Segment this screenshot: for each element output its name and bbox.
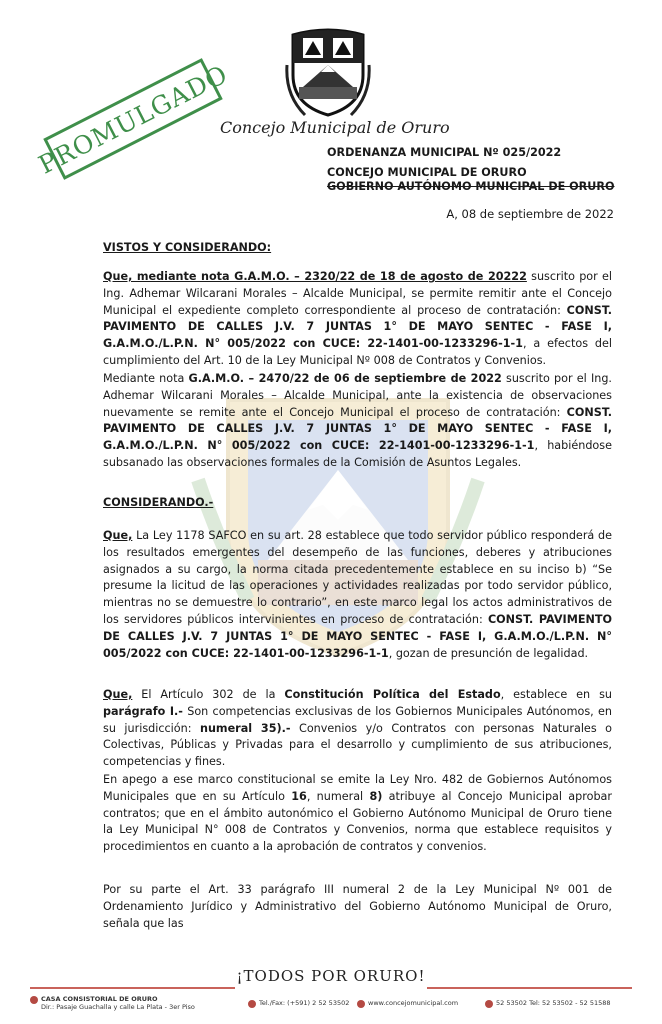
p6-text: Por su parte el Art. 33 parágrafo III numeral 2 de la Ley Municipal Nº 001 de Ordenamiento Jurídico y Administrativo del Gobierno Autónomo Municipal de Oruro, señala que las xyxy=(103,883,612,930)
footer-website-link[interactable]: www.concejomunicipal.com xyxy=(368,999,459,1007)
paragraph-6 xyxy=(103,882,612,932)
p3-project: CONST. PAVIMENTO DE CALLES J.V. 7 JUNTAS 1° DE MAYO SENTEC - FASE I, G.A.M.O./L.P.N. N° 005/2022 con CUCE: 22-1401-00-1233296-1-1 xyxy=(103,612,612,660)
p1-project: CONST. PAVIMENTO DE CALLES J.V. 7 JUNTAS 1° DE MAYO SENTEC - FASE I, G.A.M.O./L.P.N. N° 005/2022 con CUCE: 22-1401-00-1233296-1-1 xyxy=(103,303,612,351)
section-considerando xyxy=(103,495,612,512)
ordinance-number: ORDENANZA MUNICIPAL Nº 025/2022 xyxy=(327,146,562,159)
p5-numeral: 8) xyxy=(369,789,383,803)
paragraph-1 xyxy=(103,269,612,370)
p3-lead: Que, xyxy=(103,529,133,542)
footer-address xyxy=(30,995,195,1011)
section-vistos xyxy=(103,240,612,257)
coat-of-arms-logo xyxy=(285,25,371,117)
p3-tail: , gozan de presunción de legalidad. xyxy=(388,646,589,660)
p4-text-4: Convenios y/o Contratos con personas Naturales o Colectivas, Públicas y Privadas para el desarrollo y cumplimiento de sus atribuciones, competencias y fines. xyxy=(103,721,612,769)
council-signature-title: Concejo Municipal de Oruro xyxy=(220,118,450,137)
footer-rule-right xyxy=(427,987,632,989)
p5-text-1: En apego a ese marco constitucional se emite la Ley Nro. 482 de Gobiernos Autónomos Municipales que en su Artículo xyxy=(103,773,612,803)
heading-vistos: VISTOS Y CONSIDERANDO: xyxy=(103,241,272,254)
p4-lead: Que, xyxy=(103,688,133,701)
footer-slogan: ¡TODOS POR ORURO! xyxy=(236,967,426,985)
globe-icon xyxy=(357,1000,365,1008)
heading-considerando: CONSIDERANDO.- xyxy=(103,496,214,509)
footer-website[interactable] xyxy=(357,999,458,1008)
government-line: GOBIERNO AUTÓNOMO MUNICIPAL DE ORURO xyxy=(327,180,615,193)
location-icon xyxy=(30,996,38,1004)
p4-text-2: , establece en su xyxy=(500,688,612,701)
promulgated-stamp: PROMULGADO xyxy=(33,58,233,180)
footer-address-line: Dir.: Pasaje Guachalla y calle La Plata - 3er Piso xyxy=(41,1003,195,1011)
p4-numeral: numeral 35).- xyxy=(200,721,291,735)
p5-text-3: atribuye al Concejo Municipal aprobar contratos; que en el ámbito autonómico el Gobierno Autónomo Municipal de Oruro tiene la Ley Municipal N° 008 de Contratos y Convenios, norma que establece requisitos y procedimientos en cuanto a la aprobación de contratos y convenios. xyxy=(103,789,613,854)
p2-tail: , habiéndose subsanado las observaciones formales de la Comisión de Asuntos Legales. xyxy=(103,439,612,469)
footer-phones-text: 52 53502 Tel: 52 53502 - 52 51588 xyxy=(496,999,611,1007)
p2-project: CONST. PAVIMENTO DE CALLES J.V. 7 JUNTAS 1° DE MAYO SENTEC - FASE I, G.A.M.O./L.P.N. N° 005/2022 con CUCE: 22-1401-00-1233296-1-1 xyxy=(103,405,612,453)
p1-text: suscrito por el Ing. Adhemar Wilcarani Morales – Alcalde Municipal, se permite remitir ante el Concejo Municipal el expediente completo correspondiente al proceso de contratación: xyxy=(103,270,612,317)
footer-bar xyxy=(0,995,662,1020)
p2-note: G.A.M.O. – 2470/22 de 06 de septiembre de 2022 xyxy=(188,372,502,385)
paragraph-3 xyxy=(103,528,612,662)
footer-address-title: CASA CONSISTORIAL DE ORURO xyxy=(41,995,158,1003)
footer-rule-left xyxy=(30,987,235,989)
footer-phone-text: Tel./Fax: (+591) 2 52 53502 xyxy=(259,999,350,1007)
p3-text: La Ley 1178 SAFCO en su art. 28 establece que todo servidor público responderá de los resultados emergentes del desempeño de las funciones, deberes y atribuciones asignados a su cargo, la norma citada precedentemente establece en su inciso b) “Se presume la licitud de las operaciones y actividades realizadas por todo servidor público, mientras no se demuestre lo contrario”, en este marco legal los actos administrativos de los servidores públicos intervinientes en proceso de contratación: xyxy=(103,529,612,626)
phone-icon xyxy=(485,1000,493,1008)
p2-text: suscrito por el Ing. Adhemar Wilcarani Morales – Alcalde Municipal, ante la existencia de observaciones nuevamente se remite ante el Concejo Municipal el proceso de contratación: xyxy=(103,372,612,419)
paragraph-5 xyxy=(103,772,612,856)
p1-lead: Que, mediante nota G.A.M.O. – 2320/22 de 18 de agosto de 20222 xyxy=(103,270,527,283)
footer-phones-2 xyxy=(485,999,611,1008)
council-line: CONCEJO MUNICIPAL DE ORURO xyxy=(327,166,527,179)
p4-text-3: Son competencias exclusivas de los Gobiernos Municipales Autónomos, en su jurisdicción: xyxy=(103,704,612,735)
p5-article: 16 xyxy=(291,789,307,803)
p4-paragraph: parágrafo I.- xyxy=(103,704,183,718)
paragraph-2 xyxy=(103,371,612,472)
p5-text-2: , numeral xyxy=(306,789,370,803)
p4-text-1: El Artículo 302 de la xyxy=(132,688,285,701)
p2-lead: Mediante nota xyxy=(103,372,189,385)
footer-phone xyxy=(248,999,349,1008)
phone-icon xyxy=(248,1000,256,1008)
document-date: A, 08 de septiembre de 2022 xyxy=(446,207,614,221)
p1-tail: , a efectos del cumplimiento del Art. 10 de la Ley Municipal Nº 008 de Contratos y Convenios. xyxy=(103,337,612,367)
paragraph-4 xyxy=(103,687,612,771)
p4-constitution: Constitución Política del Estado xyxy=(284,688,501,701)
